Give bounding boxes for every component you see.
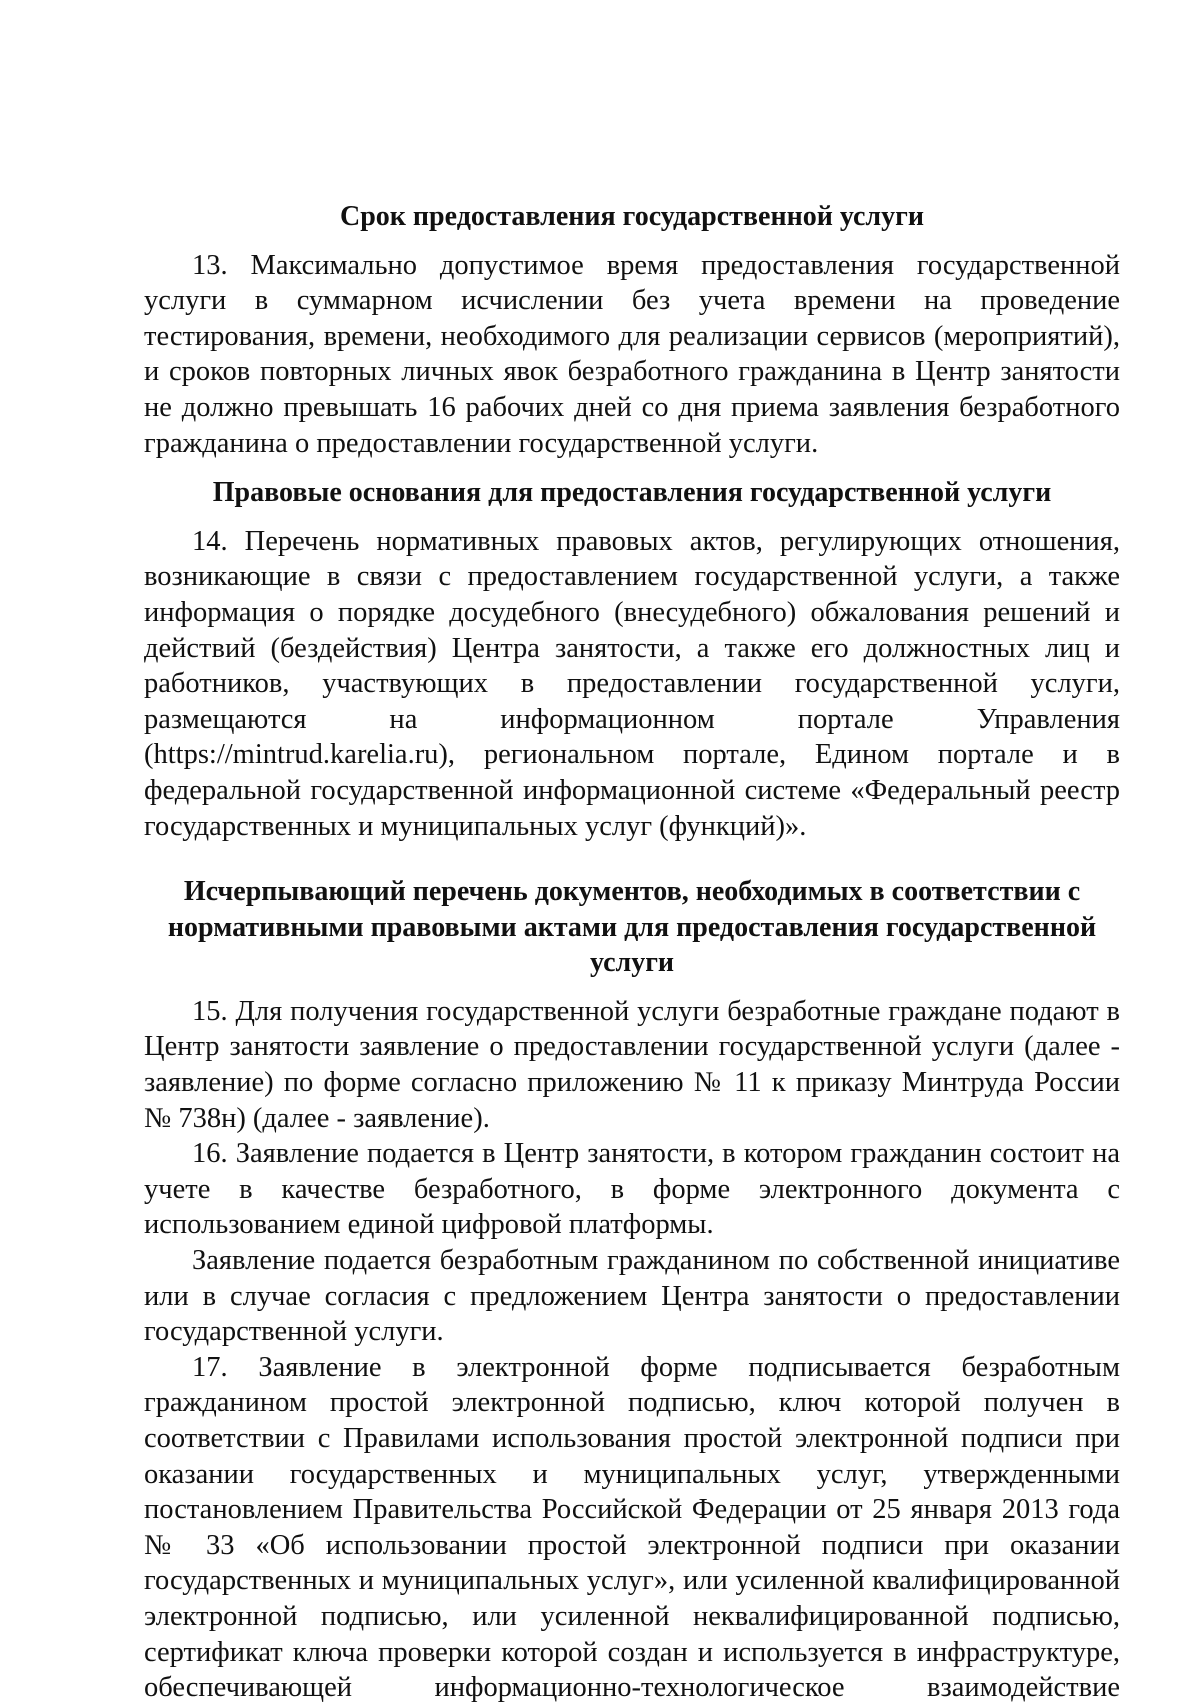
paragraph-14: 14. Перечень нормативных правовых актов, регулирующих отношения, возникающие в связи с предоставлением государственной услуги, а также информация о порядке досудебного (внесудебного) обжалования решений и действий (бездействия) Центра занятости, а также его должностных лиц и работников, участвующих в предоставлении государственной услуги, размещаются на информационном портале Управления (https://mintrud.karelia.ru), региональном портале, Едином портале и в федеральной государственной информационной системе «Федеральный реестр государственных и муниципальных услуг (функций)». [144,525,1120,842]
section-heading-term: Срок предоставления государственной услуги [340,201,924,232]
paragraph-16-continuation: Заявление подается безработным гражданином по собственной инициативе или в случае согласия с предложением Центра занятости о предоставлении государственной услуги. [144,1245,1120,1348]
paragraph-15: 15. Для получения государственной услуги безработные граждане подают в Центр занятости заявление о предоставлении государственной услуги (далее - заявление) по форме согласно приложению № 11 к приказу Минтруда России № 738н) (далее - заявление). [144,995,1120,1134]
section-heading-legal-basis: Правовые основания для предоставления государственной услуги [212,477,1052,509]
section-heading-documents-list: Исчерпывающий перечень документов, необходимых в соответствии с нормативными правовыми актами для предоставления государственной услуги [167,876,1097,979]
paragraph-17: 17. Заявление в электронной форме подписывается безработным гражданином простой электронной подписью, ключ которой получен в соответствии с Правилами использования простой электронной подписи при оказании государственных и муниципальных услуг, утвержденными постановлением Правительства Российской Федерации от 25 января 2013 года № 33 «Об использовании простой электронной подписи при оказании государственных и муниципальных услуг», или усиленной квалифицированной электронной подписью, или усиленной неквалифицированной подписью, сертификат ключа проверки которой создан и используется в инфраструктуре, обеспечивающей информационно-технологическое взаимодействие [144,1351,1120,1704]
paragraph-13: 13. Максимально допустимое время предоставления государственной услуги в суммарном исчислении без учета времени на проведение тестирования, времени, необходимого для реализации сервисов (мероприятий), и сроков повторных личных явок безработного гражданина в Центр занятости не должно превышать 16 рабочих дней со дня приема заявления безработного гражданина о предоставлении государственной услуги. [144,249,1120,459]
document-body [144,199,1120,1706]
paragraph-16: 16. Заявление подается в Центр занятости, в котором гражданин состоит на учете в качестве безработного, в форме электронного документа с использованием единой цифровой платформы. [144,1138,1120,1241]
